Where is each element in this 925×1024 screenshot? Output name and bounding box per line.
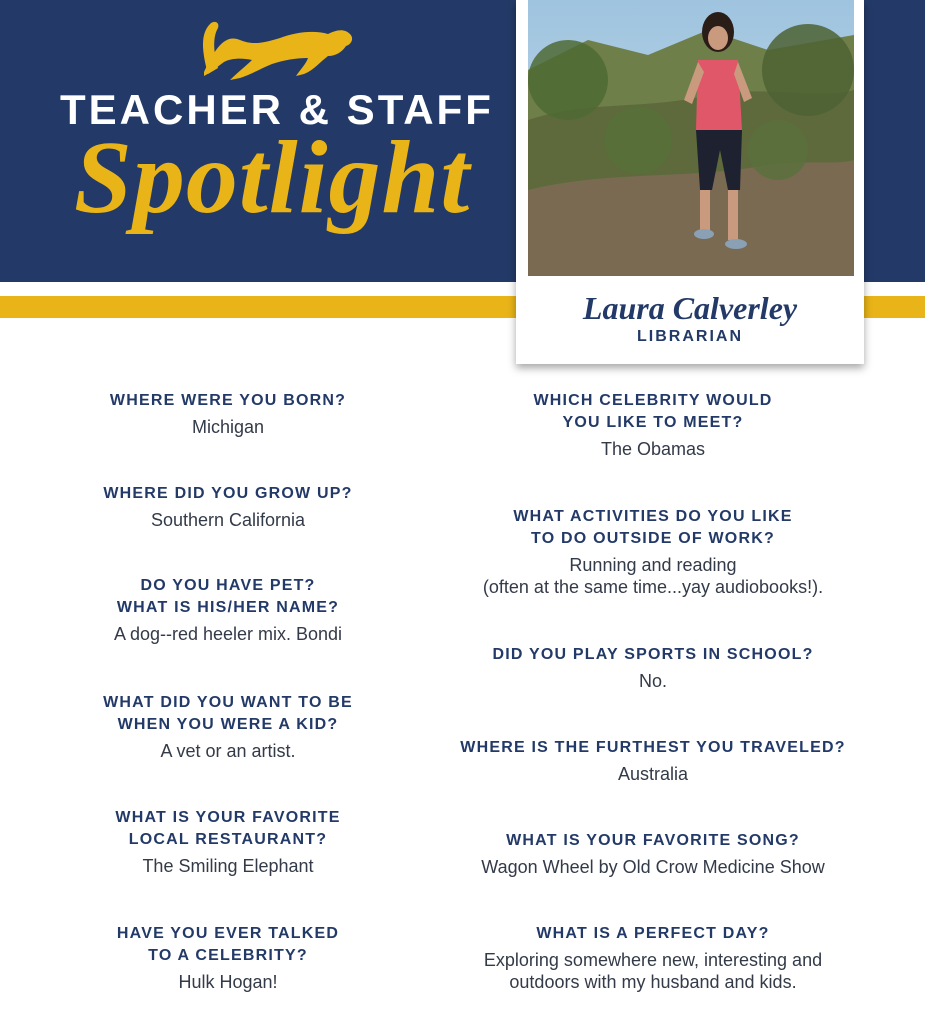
question: DID YOU PLAY SPORTS IN SCHOOL?: [492, 646, 814, 663]
qa-item: [62, 692, 394, 762]
staff-name: Laura Calverley: [582, 290, 798, 326]
question: WHAT ACTIVITIES DO YOU LIKE TO DO OUTSIDE OF WORK?: [513, 508, 793, 547]
answer: Southern California: [150, 510, 306, 530]
question: WHERE WERE YOU BORN?: [109, 392, 347, 409]
answer: The Obamas: [600, 439, 706, 459]
question: WHAT IS YOUR FAVORITE LOCAL RESTAURANT?: [115, 809, 341, 848]
question: WHAT IS YOUR FAVORITE SONG?: [506, 832, 800, 849]
qa-item: [448, 923, 858, 993]
qa-item: [62, 483, 394, 531]
answer: Exploring somewhere new, interesting and outdoors with my husband and kids.: [483, 950, 823, 992]
profile-photo: [528, 0, 854, 276]
answer: Michigan: [191, 417, 265, 437]
answer: A dog--red heeler mix. Bondi: [113, 624, 343, 644]
qa-item: [62, 807, 394, 877]
question: HAVE YOU EVER TALKED TO A CELEBRITY?: [116, 925, 340, 964]
question: WHAT IS A PERFECT DAY?: [536, 925, 770, 942]
answer: Hulk Hogan!: [178, 972, 278, 992]
qa-item: [448, 737, 858, 785]
question: DO YOU HAVE PET? WHAT IS HIS/HER NAME?: [116, 577, 340, 616]
header-title: TEACHER & STAFF: [60, 86, 494, 133]
qa-item: [62, 575, 394, 645]
qa-item: [448, 830, 858, 878]
profile-card: [516, 0, 864, 364]
question: WHERE IS THE FURTHEST YOU TRAVELED?: [460, 739, 846, 756]
answer: No.: [638, 671, 667, 691]
answer: Australia: [617, 764, 689, 784]
staff-role: LIBRARIAN: [637, 328, 743, 345]
question: WHAT DID YOU WANT TO BE WHEN YOU WERE A KID?: [103, 694, 353, 733]
answer: The Smiling Elephant: [142, 856, 314, 876]
qa-item: [62, 390, 394, 438]
question: WHICH CELEBRITY WOULD YOU LIKE TO MEET?: [533, 392, 773, 431]
question: WHERE DID YOU GROW UP?: [103, 485, 353, 502]
qa-item: [448, 390, 858, 460]
cougar-icon: [196, 12, 356, 84]
header-script-title: Spotlight: [74, 120, 471, 235]
answer: Wagon Wheel by Old Crow Medicine Show: [481, 857, 825, 877]
answer: Running and reading (often at the same time...yay audiobooks!).: [482, 555, 824, 597]
qa-item: [448, 644, 858, 692]
answer: A vet or an artist.: [160, 741, 296, 761]
qa-item: [62, 923, 394, 993]
qa-item: [448, 506, 858, 598]
